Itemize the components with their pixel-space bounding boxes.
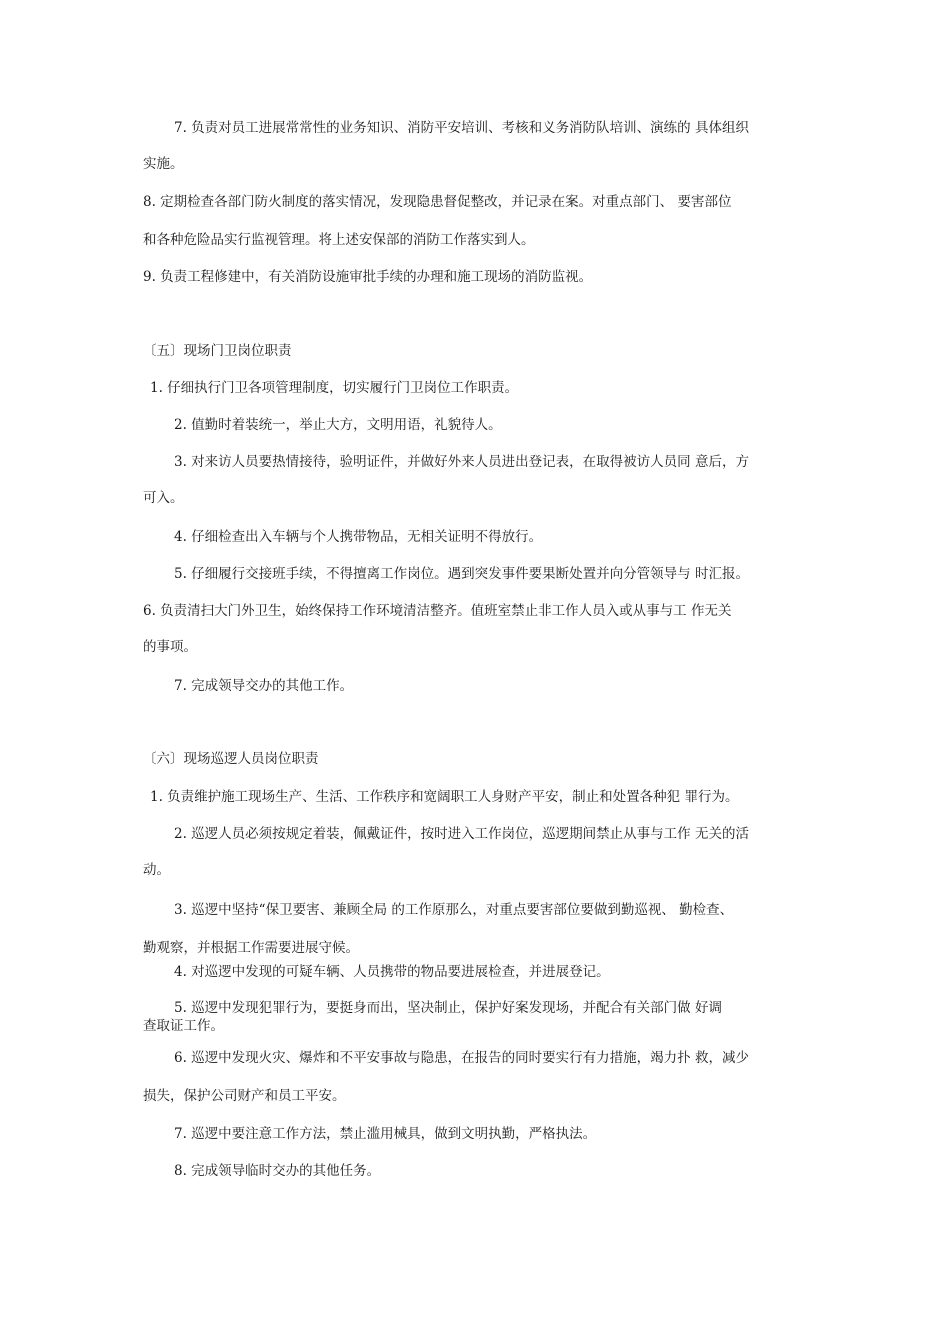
list-item: 5. 仔细履行交接班手续，不得擅离工作岗位。遇到突发事件要果断处置并向分管领导与 时汇报。 — [174, 566, 749, 582]
section-heading: 〔五〕现场门卫岗位职责 — [143, 343, 292, 359]
list-item-continuation: 动。 — [143, 862, 170, 878]
paragraph-line: 和各种危险品实行监视管理。将上述安保部的消防工作落实到人。 — [143, 232, 535, 248]
paragraph-line: 实施。 — [143, 156, 184, 172]
list-item: 3. 对来访人员要热情接待，验明证件，并做好外来人员进出登记表，在取得被访人员同 意后，方 — [174, 454, 749, 470]
list-item: 2. 巡逻人员必须按规定着装，佩戴证件，按时进入工作岗位，巡逻期间禁止从事与工作 无关的活 — [174, 826, 749, 842]
list-item-continuation: 查取证工作。 — [143, 1018, 224, 1034]
list-item: 4. 对巡逻中发现的可疑车辆、人员携带的物品要进展检查，并进展登记。 — [174, 964, 610, 980]
list-item-continuation: 损失，保护公司财产和员工平安。 — [143, 1088, 346, 1104]
list-item: 1. 负责维护施工现场生产、生活、工作秩序和宽阔职工人身财产平安，制止和处置各种犯 罪行为。 — [150, 789, 739, 805]
list-item: 7. 巡逻中要注意工作方法，禁止滥用械具，做到文明执勤，严格执法。 — [174, 1126, 597, 1142]
list-item: 4. 仔细检查出入车辆与个人携带物品，无相关证明不得放行。 — [174, 529, 543, 545]
list-item: 5. 巡逻中发现犯罪行为，要挺身而出，坚决制止，保护好案发现场，并配合有关部门做 好调 — [174, 1000, 722, 1016]
paragraph-line: 8. 定期检查各部门防火制度的落实情况，发现隐患督促整改，并记录在案。对重点部门、 要害部位 — [143, 194, 732, 210]
list-item-continuation: 的事项。 — [143, 639, 197, 655]
list-item-continuation: 可入。 — [143, 490, 184, 506]
paragraph-line: 7. 负责对员工进展常常性的业务知识、消防平安培训、考核和义务消防队培训、演练的 具体组织 — [174, 120, 749, 136]
section-heading: 〔六〕现场巡逻人员岗位职责 — [143, 751, 319, 767]
list-item: 6. 负责清扫大门外卫生，始终保持工作环境清洁整齐。值班室禁止非工作人员入或从事与工 作无关 — [143, 603, 732, 619]
list-item-continuation: 勤观察，并根据工作需要进展守候。 — [143, 940, 359, 956]
list-item: 6. 巡逻中发现火灾、爆炸和不平安事故与隐患，在报告的同时要实行有力措施，竭力扑 救，减少 — [174, 1050, 749, 1066]
list-item: 3. 巡逻中坚持“保卫要害、兼顾全局 的工作原那么，对重点要害部位要做到勤巡视、 勤检查、 — [174, 902, 734, 918]
paragraph-line: 9. 负责工程修建中，有关消防设施审批手续的办理和施工现场的消防监视。 — [143, 269, 593, 285]
list-item: 8. 完成领导临时交办的其他任务。 — [174, 1163, 381, 1179]
list-item: 2. 值勤时着装统一，举止大方，文明用语，礼貌待人。 — [174, 417, 502, 433]
list-item: 1. 仔细执行门卫各项管理制度，切实履行门卫岗位工作职责。 — [150, 380, 519, 396]
list-item: 7. 完成领导交办的其他工作。 — [174, 678, 354, 694]
